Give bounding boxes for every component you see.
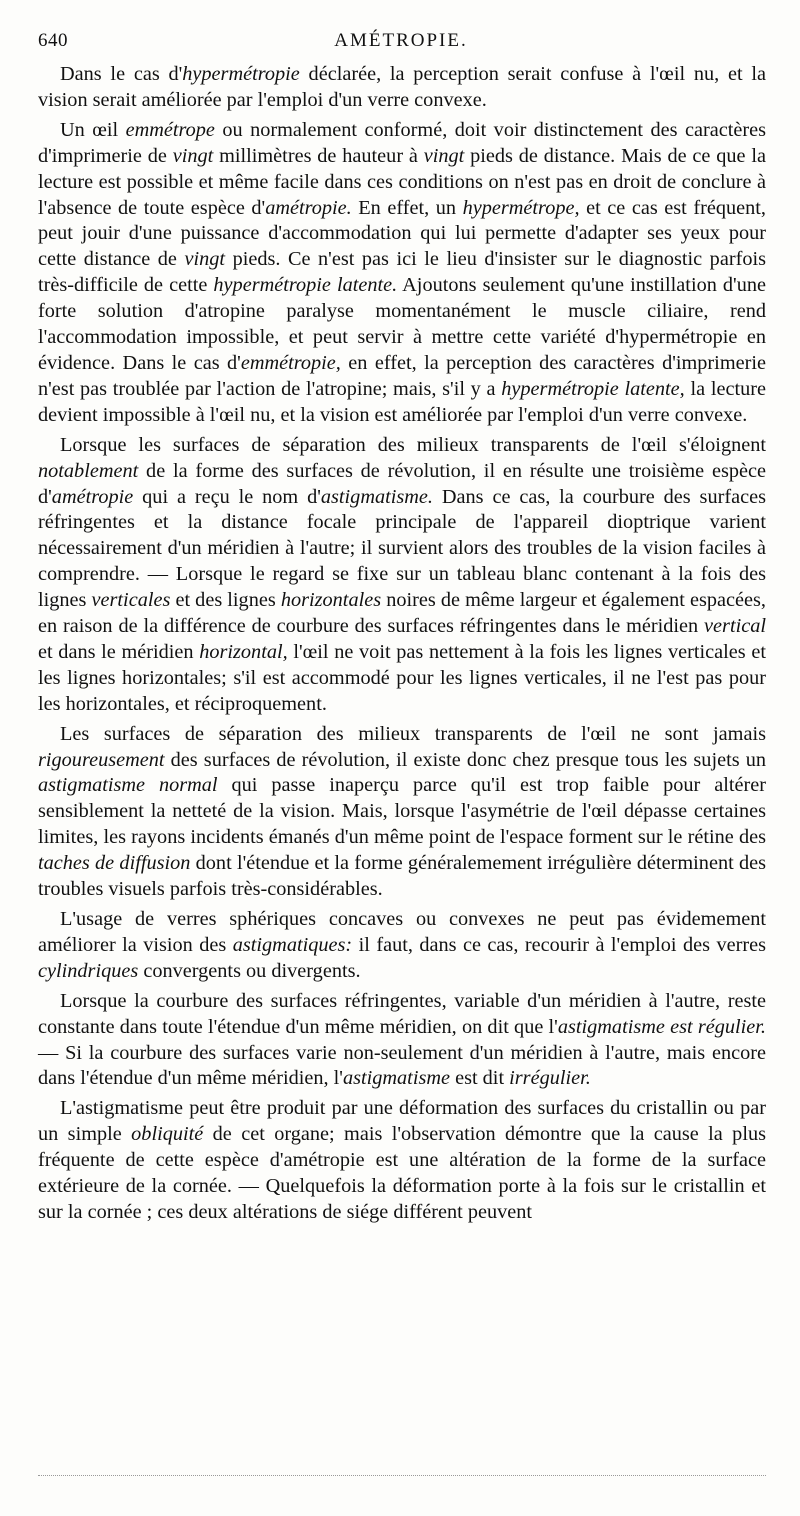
text-run: de la forme des surfaces de révolution, il en résulte une troisième espèce d' — [38, 459, 766, 508]
italic-text: astigmatiques: — [232, 933, 353, 956]
text-run: noires de même largeur et également espacées, en raison de la différence de courbure des surfaces réfringentes dans le méridien — [38, 589, 766, 638]
italic-text: astigmatisme. — [320, 485, 433, 508]
italic-text: vertical — [704, 615, 766, 638]
italic-text: emmétrope — [125, 118, 215, 141]
italic-text: cylindriques — [38, 959, 139, 982]
text-run: millimètres de hauteur à — [213, 144, 424, 167]
text-run: Dans le cas d' — [60, 63, 183, 85]
italic-text: amétropie. — [265, 196, 352, 219]
italic-text: vingt — [184, 248, 226, 271]
italic-text: hypermétropie latente, — [501, 377, 685, 400]
text-run: Les surfaces de séparation des milieux transparents de l'œil ne sont jamais — [60, 722, 766, 745]
running-title: AMÉTROPIE. — [334, 30, 468, 51]
text-run: et dans le méridien — [38, 640, 200, 663]
footer-rule — [38, 1475, 766, 1476]
text-run: ou normalement conformé, doit voir distinctement des caractères d'imprimerie de — [38, 118, 766, 167]
italic-text: amétropie — [51, 485, 134, 508]
text-run: et ce cas est fréquent, peut jouir d'une puissance d'accommodation qui lui permette d'adapter ses yeux pour cette distance de — [38, 196, 766, 271]
text-run: et des lignes — [170, 589, 281, 612]
text-run: la lecture devient impossible à l'œil nu, et la vision est améliorée par l'emploi d'un verre convexe. — [38, 377, 767, 426]
page-number: 640 — [38, 30, 68, 51]
text-run: Lorsque la courbure des surfaces réfringentes, variable d'un méridien à l'autre, reste constante dans toute l'étendue d'un même méridien, on dit que l' — [38, 989, 766, 1038]
text-run: — Si la courbure des surfaces varie non-seulement d'un méridien à l'autre, mais encore dans l'étendue d'un même méridien, l' — [38, 1041, 766, 1090]
text-run: convergents ou divergents. — [138, 959, 361, 982]
paragraph — [38, 722, 766, 903]
text-run: Ajoutons seulement qu'une instillation d'une forte solution d'atropine paralyse momentanément le muscle ciliaire, rend l'accommodation impossible, et peut servir à mettre cette variété d'hypermétropie en évidence. Dans le cas d' — [38, 274, 766, 374]
paragraph — [38, 1096, 766, 1226]
italic-text: astigmatisme normal — [38, 774, 218, 797]
text-run: Dans ce cas, la courbure des surfaces réfringentes et la distance focale principale de l'appareil dioptrique varient nécessairement d'un méridien à l'autre; il survient alors des troubles de la vision faciles à comprendre. — Lorsque le regard se fixe sur un tableau blanc contenant à la fois des lignes — [38, 485, 766, 612]
italic-text: astigmatisme — [342, 1067, 450, 1090]
italic-text: rigoureusement — [38, 748, 165, 771]
italic-text: obliquité — [131, 1123, 204, 1146]
italic-text: vingt — [423, 144, 465, 167]
text-run: il faut, dans ce cas, recourir à l'emploi des verres — [352, 933, 766, 956]
text-run: En effet, un — [351, 196, 463, 219]
paragraph — [38, 62, 766, 114]
text-run: Lorsque les surfaces de séparation des milieux transparents de l'œil s'éloignent — [60, 433, 766, 456]
text-run: des surfaces de révolution, il existe donc chez presque tous les sujets un — [164, 748, 766, 771]
italic-text: hypermétrope, — [462, 196, 580, 219]
text-run: en effet, la perception des caractères d'imprimerie n'est pas troublée par l'action de l'atropine; mais, s'il y a — [38, 351, 766, 400]
italic-text: horizontales — [280, 589, 382, 612]
italic-text: emmétropie, — [240, 351, 341, 374]
text-run: est dit — [450, 1067, 510, 1090]
italic-text: notablement — [38, 459, 139, 482]
text-run: Un œil — [60, 118, 126, 141]
text-run: dont l'étendue et la forme généralemement irrégulière déterminent des troubles visuels parfois très-considérables. — [38, 852, 766, 901]
paragraph — [38, 989, 766, 1093]
text-run: L'astigmatisme peut être produit par une déformation des surfaces du cristallin ou par un simple — [38, 1097, 766, 1146]
italic-text: taches de diffusion — [38, 852, 191, 875]
italic-text: astigmatisme est régulier. — [557, 1015, 766, 1038]
text-run: de cet organe; mais l'observation démontre que la cause la plus fréquente de cette espèce d'amétropie est une altération de la forme de la surface extérieure de la cornée. — Quelquefois la déformation porte à la fois sur le cristallin et sur la cornée ; ces deux altérations de siége différent peuvent — [38, 1123, 766, 1223]
italic-text: horizontal, — [199, 640, 288, 663]
text-run: L'usage de verres sphériques concaves ou convexes ne peut pas évidemement améliorer la vision des — [38, 908, 766, 956]
text-run: déclarée, la perception serait confuse à l'œil nu, et la vision serait améliorée par l'emploi d'un verre convexe. — [38, 63, 766, 111]
body-text — [38, 62, 766, 1230]
text-run: qui a reçu le nom d' — [133, 485, 321, 508]
text-run: pieds. Ce n'est pas ici le lieu d'insister sur le diagnostic parfois très-difficile de cette — [38, 248, 766, 297]
text-run: l'œil ne voit pas nettement à la fois les lignes verticales et les lignes horizontales; s'il est accommodé pour les lignes verticales, il ne l'est pas pour les horizontales, et réciproquement. — [38, 640, 766, 715]
italic-text: irrégulier. — [509, 1067, 591, 1090]
text-run: qui passe inaperçu parce qu'il est trop faible pour altérer sensiblement la netteté de la vision. Mais, lorsque l'asymétrie de l'œil dépasse certaines limites, les rayons incidents émanés d'un même point de l'espace forment sur le rétine des — [38, 774, 766, 849]
italic-text: vingt — [172, 144, 214, 167]
page-header — [38, 24, 764, 56]
paragraph — [38, 433, 766, 718]
italic-text: hypermétropie — [182, 63, 300, 85]
italic-text: verticales — [91, 589, 171, 612]
paragraph — [38, 118, 766, 429]
italic-text: hypermétropie latente. — [213, 274, 398, 297]
text-run: pieds de distance. Mais de ce que la lecture est possible et même facile dans ces conditions on n'est pas en droit de conclure à l'absence de toute espèce d' — [38, 144, 767, 219]
paragraph — [38, 907, 766, 985]
